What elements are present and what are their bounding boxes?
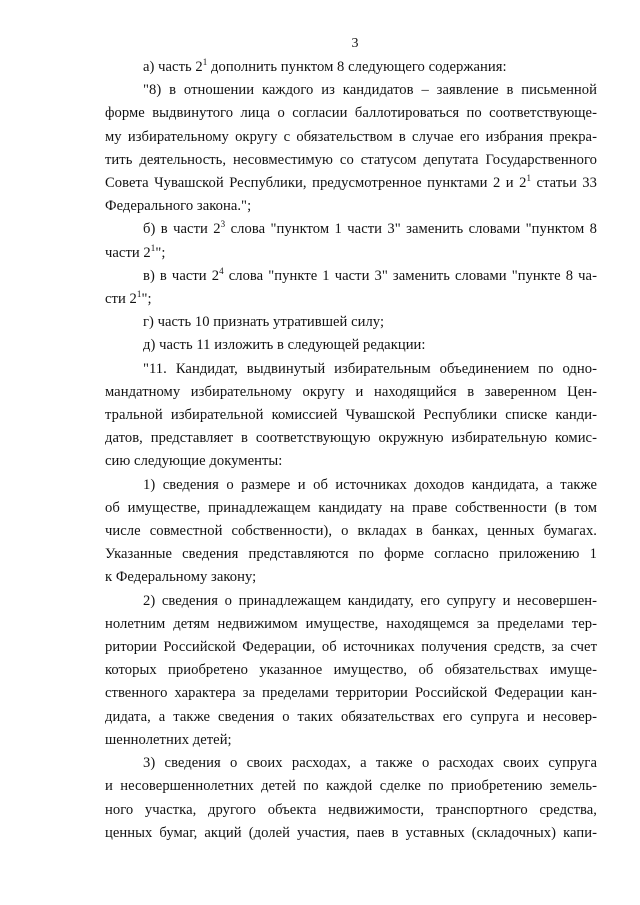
superscript: 1 [150, 242, 156, 253]
text-line: числе совместной собственности), о вкладах в банках, ценных бумагах. [105, 523, 597, 540]
text-line: Указанные сведения представляются по форме согласно приложению 1 [105, 546, 597, 563]
item-d: д) часть 11 изложить в следующей редакции: [143, 337, 426, 354]
item-b [105, 218, 597, 264]
superscript: 1 [526, 173, 532, 184]
superscript: 4 [219, 265, 224, 276]
text-line: сию следующие документы: [105, 453, 283, 470]
text-line: мандатному избирательному округу и находящийся в заверенном Цен- [105, 383, 597, 400]
list-item-1 [105, 474, 597, 590]
item-v [105, 265, 597, 311]
text-line: му избирательному округу с обязательством в случае его избрания прекра- [105, 128, 597, 145]
text-line: тить деятельность, несовместимую со статусом депутата Государственного [105, 151, 597, 168]
text-line: и несовершеннолетних детей по каждой сделке по приобретению земель- [105, 778, 597, 795]
text-line: об имуществе, принадлежащем кандидату на праве собственности (в том [105, 499, 597, 516]
text-line: Федерального закона."; [105, 198, 252, 215]
text-line [105, 265, 597, 288]
superscript: 1 [202, 57, 208, 67]
text-line: шеннолетних детей; [105, 731, 232, 748]
page-number: 3 [351, 36, 359, 51]
text-line: которых приобретено указанное имущество, об обязательствах имуще- [105, 662, 597, 679]
text-line: "11. Кандидат, выдвинутый избирательным объединением по одно- [143, 360, 597, 377]
quoted-point-8 [105, 79, 597, 218]
item-a-text: а) часть 2 [143, 59, 203, 75]
text-line: нолетним детям недвижимом имуществе, находящемся за пределами тер- [105, 615, 597, 632]
superscript: 1 [136, 289, 142, 300]
text-line: ного участка, другого объекта недвижимости, транспортного средства, [105, 801, 597, 818]
text-line [105, 288, 597, 311]
text-segment: в) в части 2 [143, 267, 220, 284]
text-line [105, 218, 597, 241]
text-line: 2) сведения о принадлежащем кандидату, его супругу и несовершен- [143, 592, 597, 609]
text-line: ственного характера за пределами территории Российской Федерации кан- [105, 685, 597, 702]
text-segment: "; [141, 291, 152, 308]
text-segment: "; [155, 244, 166, 261]
text-line: 3) сведения о своих расходах, а также о расходах своих супруга [143, 755, 597, 772]
text-line: к Федеральному закону; [105, 569, 257, 586]
text-line [105, 242, 597, 265]
text-line [105, 172, 597, 195]
text-line: датов, представляет в соответствующую окружную избирательную комис- [105, 430, 597, 447]
text-segment: части 2 [105, 244, 151, 261]
text-line: ценных бумаг, акций (долей участия, паев в уставных (складочных) капи- [105, 824, 597, 841]
text-line: дидата, а также сведения о таких обязательствах его супруга и несовер- [105, 708, 597, 725]
list-item-2 [105, 590, 597, 752]
item-g: г) часть 10 признать утратившей силу; [143, 314, 385, 331]
text-line: форме выдвинутого лица о согласии баллотироваться по соответствующе- [105, 105, 597, 122]
text-segment: б) в части 2 [143, 221, 221, 238]
item-a [105, 56, 597, 79]
quoted-part-11 [105, 358, 597, 474]
text-line: тральной избирательной комиссией Чувашской Республики списке канди- [105, 407, 597, 424]
text-segment: слова "пунктом 1 части 3" заменить словами "пунктом 8 [225, 221, 598, 238]
text-segment: сти 2 [105, 291, 137, 308]
list-item-3 [105, 752, 597, 845]
text-segment: статьи 33 [531, 175, 597, 192]
text-segment: слова "пункте 1 части 3" заменить словами "пункте 8 ча- [223, 267, 597, 284]
superscript: 3 [220, 219, 226, 230]
text-line: ритории Российской Федерации, об источниках получения средств, за счет [105, 639, 597, 656]
text-line: "8) в отношении каждого из кандидатов – заявление в письменной [143, 82, 597, 99]
text-segment: Совета Чувашской Республики, предусмотренное пунктами 2 и 2 [105, 175, 527, 192]
text-line: 1) сведения о размере и об источниках доходов кандидата, а также [143, 476, 597, 493]
document-page [105, 32, 597, 845]
item-a-text-cont: дополнить пунктом 8 следующего содержания: [207, 59, 507, 75]
